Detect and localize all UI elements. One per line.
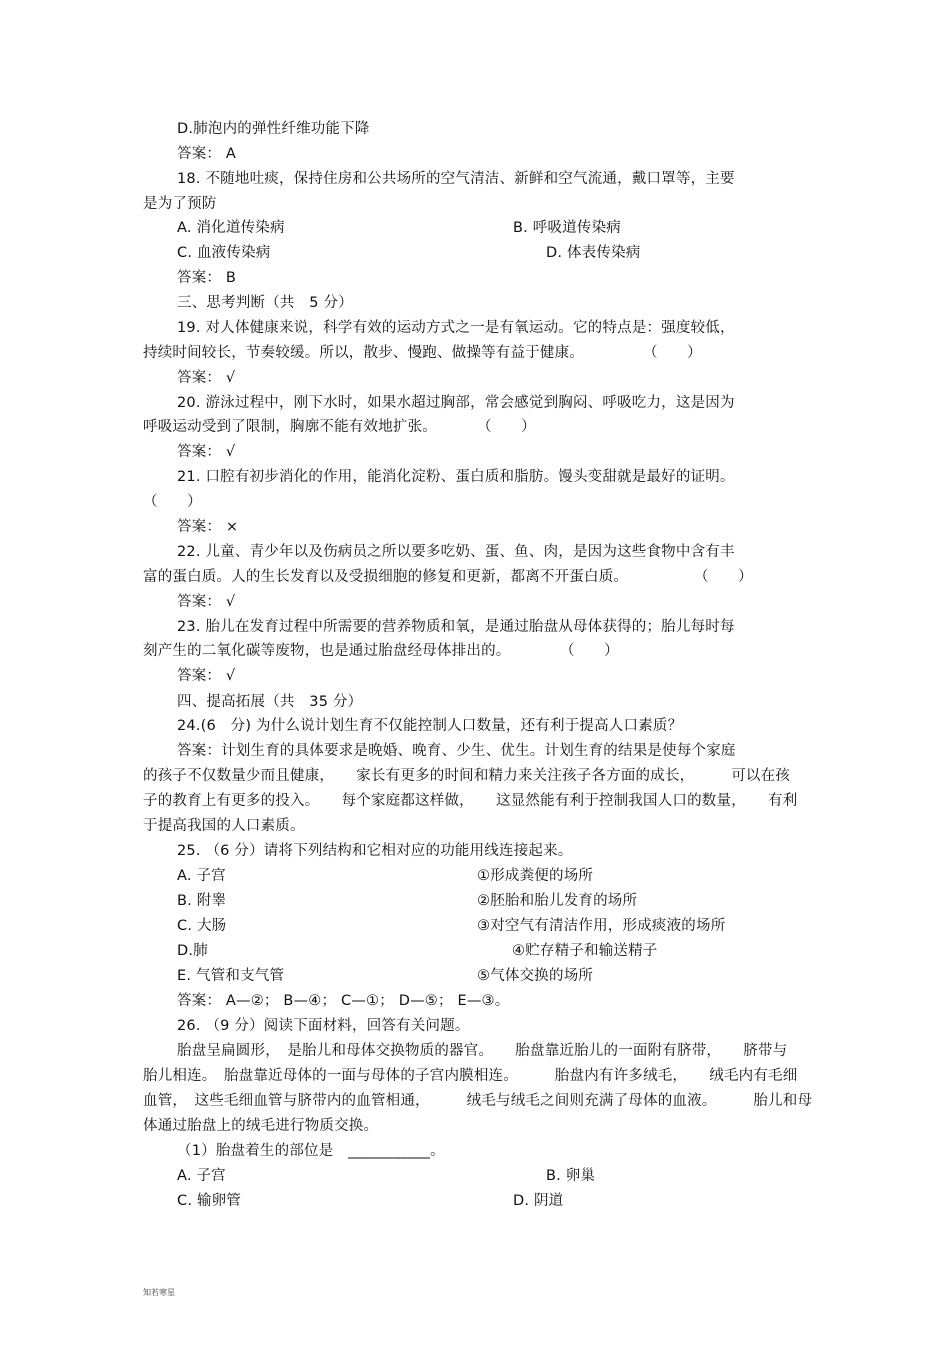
q19-line2: 持续时间较长，节奏较缓。所以，散步、慢跑、做操等有益于健康。 bbox=[143, 345, 584, 361]
q26-stem: 26. （9 分）阅读下面材料，回答有关问题。 bbox=[177, 1018, 470, 1034]
q25-right-item: ⑤气体交换的场所 bbox=[477, 968, 594, 984]
section4-heading: 四、提高拓展（共 35 分） bbox=[177, 694, 363, 710]
q25-stem: 25. （6 分）请将下列结构和它相对应的功能用线连接起来。 bbox=[177, 843, 573, 859]
q19-paren: （ ） bbox=[643, 345, 702, 361]
q17-answer: 答案： A bbox=[177, 146, 237, 162]
q17-option-d: D.肺泡内的弹性纤维功能下降 bbox=[177, 121, 370, 137]
q19-line1: 19. 对人体健康来说，科学有效的运动方式之一是有氧运动。它的特点是：强度较低， bbox=[177, 320, 735, 336]
q23-line1: 23. 胎儿在发育过程中所需要的营养物质和氧，是通过胎盘从母体获得的；胎儿每时每 bbox=[177, 619, 735, 635]
q21-answer: 答案： × bbox=[177, 519, 239, 535]
q26-paragraph-line4: 体通过胎盘上的绒毛进行物质交换。 bbox=[143, 1118, 379, 1134]
q20-answer: 答案： √ bbox=[177, 444, 236, 460]
q25-answer: 答案： A—②； B—④； C—①； D—⑤； E—③。 bbox=[177, 993, 510, 1009]
q25-left-item: D.肺 bbox=[177, 943, 208, 959]
q18-stem-line2: 是为了预防 bbox=[143, 196, 217, 212]
q25-left-item: C. 大肠 bbox=[177, 918, 227, 934]
q25-left-item: A. 子宫 bbox=[177, 868, 226, 884]
q20-line1: 20. 游泳过程中，刚下水时，如果水超过胸部，常会感觉到胸闷、呼吸吃力，这是因为 bbox=[177, 395, 735, 411]
footer-watermark: 知若寒星 bbox=[143, 1288, 175, 1297]
q18-answer: 答案： B bbox=[177, 270, 237, 286]
q25-left-item: B. 附睾 bbox=[177, 893, 227, 909]
q18-option-d: D. 体表传染病 bbox=[546, 245, 641, 261]
q24-answer-line2: 的孩子不仅数量少而且健康， 家长有更多的时间和精力来关注孩子各方面的成长， 可以在孩 bbox=[143, 768, 790, 784]
q24-stem: 24.(6 分) 为什么说计划生育不仅能控制人口数量，还有利于提高人口素质？ bbox=[177, 718, 683, 734]
q26-paragraph-line2: 胎儿相连。 胎盘靠近母体的一面与母体的子宫内膜相连。 胎盘内有许多绒毛， 绒毛内有毛细 bbox=[143, 1068, 798, 1084]
q22-line1: 22. 儿童、青少年以及伤病员之所以要多吃奶、蛋、鱼、肉，是因为这些食物中含有丰 bbox=[177, 544, 735, 560]
q26-sub1-option-a: A. 子宫 bbox=[177, 1168, 226, 1184]
q22-answer: 答案： √ bbox=[177, 594, 236, 610]
q25-right-item: ①形成粪便的场所 bbox=[477, 868, 594, 884]
q23-answer: 答案： √ bbox=[177, 668, 236, 684]
q22-line2: 富的蛋白质。人的生长发育以及受损细胞的修复和更新，都离不开蛋白质。 bbox=[143, 569, 629, 585]
q26-paragraph-line3: 血管， 这些毛细血管与脐带内的血管相通， 绒毛与绒毛之间则充满了母体的血液。 胎儿和母 bbox=[143, 1093, 813, 1109]
q18-option-a: A. 消化道传染病 bbox=[177, 220, 285, 236]
q22-paren: （ ） bbox=[694, 569, 753, 585]
q19-answer: 答案： √ bbox=[177, 370, 236, 386]
q26-sub1-option-b: B. 卵巢 bbox=[546, 1168, 596, 1184]
q18-stem-line1: 18. 不随地吐痰，保持住房和公共场所的空气清洁、新鲜和空气流通，戴口罩等，主要 bbox=[177, 171, 735, 187]
q25-right-item: ③对空气有清洁作用，形成痰液的场所 bbox=[477, 918, 726, 934]
q21-paren: （ ） bbox=[143, 494, 202, 510]
q24-answer-line3: 子的教育上有更多的投入。 每个家庭都这样做， 这显然能有利于控制我国人口的数量， 有利 bbox=[143, 793, 798, 809]
q21-line1: 21. 口腔有初步消化的作用，能消化淀粉、蛋白质和脂肪。馒头变甜就是最好的证明。 bbox=[177, 469, 735, 485]
q26-sub1-stem: （1）胎盘着生的部位是 ___________。 bbox=[177, 1143, 445, 1159]
q23-line2: 刻产生的二氧化碳等废物，也是通过胎盘经母体排出的。 bbox=[143, 643, 511, 659]
q18-option-c: C. 血液传染病 bbox=[177, 245, 271, 261]
q25-left-item: E. 气管和支气管 bbox=[177, 968, 285, 984]
q23-paren: （ ） bbox=[560, 643, 619, 659]
q25-right-item: ②胚胎和胎儿发育的场所 bbox=[477, 893, 638, 909]
q24-answer-line4: 于提高我国的人口素质。 bbox=[143, 818, 305, 834]
q25-right-item: ④贮存精子和输送精子 bbox=[512, 943, 658, 959]
q24-answer-line1: 答案：计划生育的具体要求是晚婚、晚育、少生、优生。计划生育的结果是使每个家庭 bbox=[177, 743, 736, 759]
section3-heading: 三、思考判断（共 5 分） bbox=[177, 295, 353, 311]
q20-paren: （ ） bbox=[477, 419, 536, 435]
q26-sub1-option-c: C. 输卵管 bbox=[177, 1193, 242, 1209]
q18-option-b: B. 呼吸道传染病 bbox=[513, 220, 621, 236]
q26-sub1-option-d: D. 阴道 bbox=[513, 1193, 564, 1209]
q20-line2: 呼吸运动受到了限制，胸廓不能有效地扩张。 bbox=[143, 419, 437, 435]
q26-paragraph-line1: 胎盘呈扁圆形， 是胎儿和母体交换物质的器官。 胎盘靠近胎儿的一面附有脐带， 脐带与 bbox=[177, 1043, 788, 1059]
